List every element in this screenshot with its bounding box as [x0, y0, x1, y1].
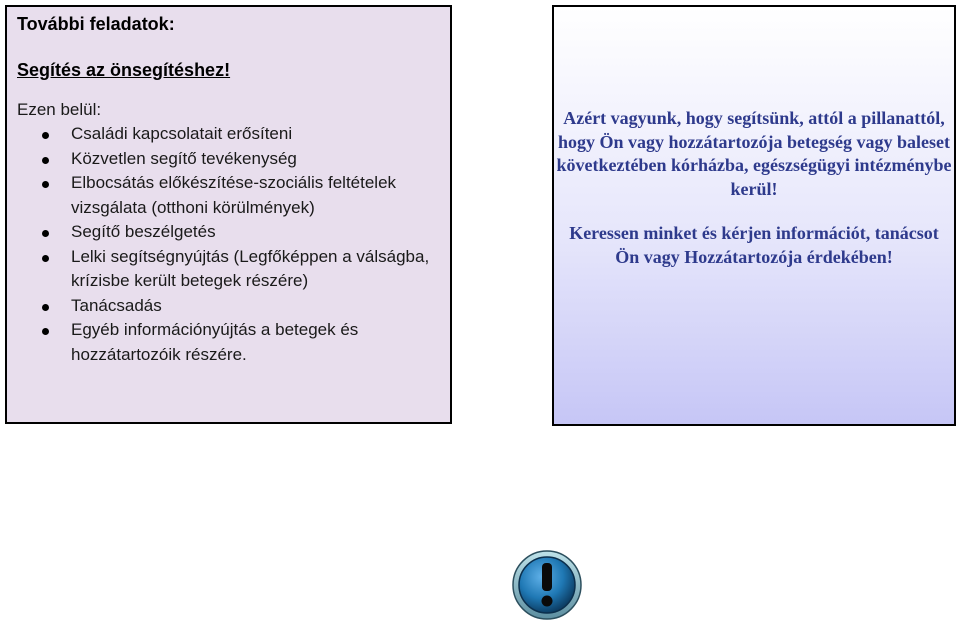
contact-paragraph: Keressen minket és kérjen információt, tanácsot Ön vagy Hozzátartozója érdekében!	[569, 223, 939, 267]
list-item	[17, 318, 440, 367]
list-item	[17, 171, 440, 220]
list-item	[17, 122, 440, 147]
bullet-icon	[42, 132, 49, 139]
exclamation-dot	[542, 596, 553, 607]
bullet-icon	[42, 304, 49, 311]
exclamation-bar	[542, 563, 552, 591]
list-item-text: Közvetlen segítő tevékenység	[71, 148, 297, 168]
list-item-text: Lelki segítségnyújtás (Legfőképpen a válságba, krízisbe került betegek részére)	[71, 246, 430, 290]
right-message-box	[552, 5, 956, 426]
bullet-icon	[42, 181, 49, 188]
list-item	[17, 294, 440, 319]
left-info-box	[5, 5, 452, 424]
within-label: Ezen belül:	[17, 100, 102, 119]
list-item	[17, 220, 440, 245]
bullet-icon	[42, 157, 49, 164]
exclamation-icon	[511, 549, 583, 621]
list-item-text: Elbocsátás előkészítése-szociális feltételek vizsgálata (otthoni körülmények)	[71, 173, 397, 217]
list-item-text: Segítő beszélgetés	[71, 222, 216, 241]
section-subtitle: Segítés az önsegítéshez!	[17, 60, 231, 80]
list-item	[17, 245, 440, 294]
list-item-text: Egyéb információnyújtás a betegek és hozzátartozóik részére.	[71, 320, 359, 364]
mission-paragraph: Azért vagyunk, hogy segítsünk, attól a pillanattól, hogy Ön vagy hozzátartozója betegség vagy baleset következtében kórházba, egészségügyi intézménybe kerül!	[556, 108, 952, 199]
bullet-icon	[42, 255, 49, 262]
section-title: További feladatok:	[17, 14, 175, 34]
task-list	[17, 122, 440, 367]
list-item-text: Tanácsadás	[71, 295, 162, 315]
bullet-icon	[42, 328, 49, 335]
list-item	[17, 147, 440, 172]
list-item-text: Családi kapcsolatait erősíteni	[71, 124, 293, 143]
bullet-icon	[42, 230, 49, 237]
